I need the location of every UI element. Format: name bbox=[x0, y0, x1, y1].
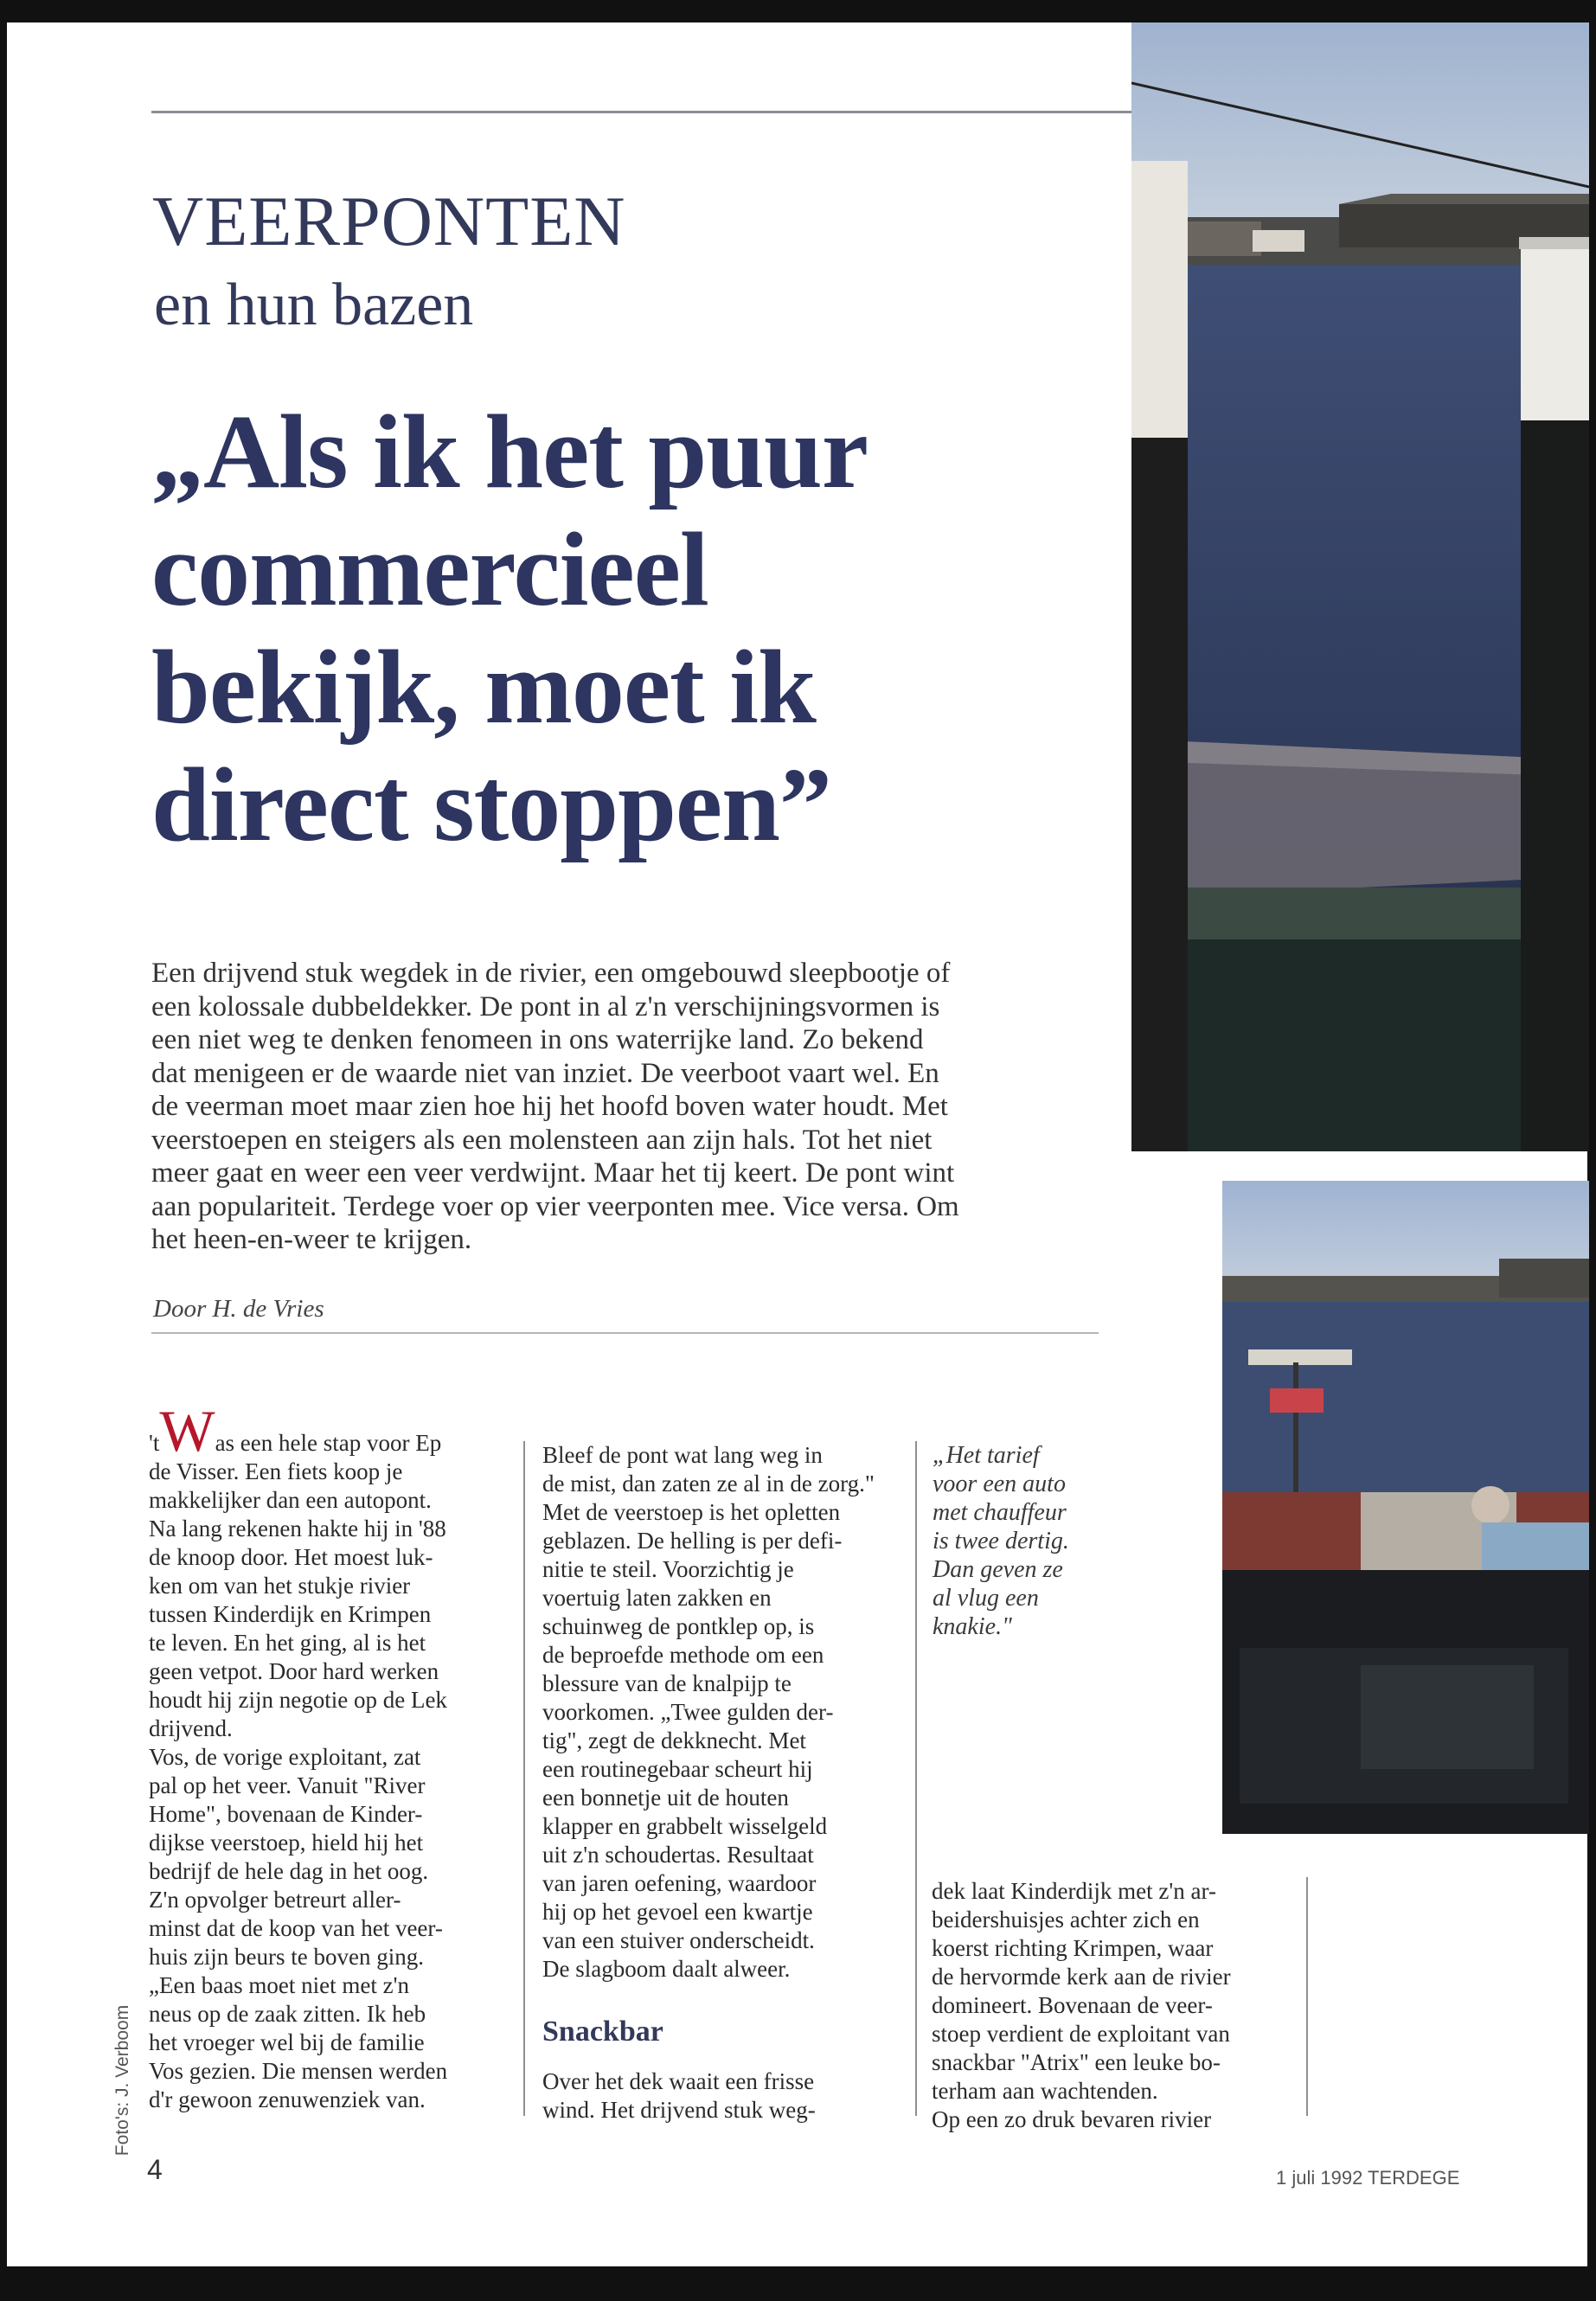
column-line: Bleef de pont wat lang weg in bbox=[542, 1442, 823, 1468]
column-line: dijkse veerstoep, hield hij het bbox=[149, 1830, 424, 1856]
column-line: Na lang rekenen hakte hij in '88 bbox=[149, 1516, 446, 1541]
headline-line: commercieel bbox=[151, 511, 708, 628]
column-line: Met de veerstoep is het opletten bbox=[542, 1499, 841, 1525]
column-line: Over het dek waait een frisse bbox=[542, 2068, 815, 2094]
column-line: klapper en grabbelt wisselgeld bbox=[542, 1813, 828, 1839]
intro-line: meer gaat en weer een veer verdwijnt. Maar het tij keert. De pont wint bbox=[151, 1157, 955, 1189]
column-line: hij op het gevoel een kwartje bbox=[542, 1899, 813, 1925]
photo-credit: Foto's: J. Verboom bbox=[112, 2004, 132, 2157]
column-line: de Visser. Een fiets koop je bbox=[149, 1458, 403, 1484]
column-divider bbox=[523, 1441, 525, 2116]
quote-line: met chauffeur bbox=[933, 1499, 1067, 1526]
column-line: ken om van het stukje rivier bbox=[149, 1573, 411, 1599]
top-rule bbox=[151, 111, 1133, 113]
column-line: tig", zegt de dekknecht. Met bbox=[542, 1727, 806, 1753]
intro-line: veerstoepen en steigers als een molensteen aan zijn hals. Tot het niet bbox=[151, 1124, 933, 1156]
column-line: bedrijf de hele dag in het oog. bbox=[149, 1858, 429, 1884]
intro-line: dat menigeen er de waarde niet van inziet. De veerboot vaart wel. En bbox=[151, 1057, 939, 1089]
column-line: geblazen. De helling is per defi- bbox=[542, 1528, 843, 1554]
intro-line: het heen-en-weer te krijgen. bbox=[151, 1224, 472, 1255]
column-line: Z'n opvolger betreurt aller- bbox=[149, 1887, 401, 1913]
quote-line: voor een auto bbox=[933, 1471, 1066, 1497]
column-divider bbox=[915, 1441, 917, 2116]
kicker-subtitle: en hun bazen bbox=[154, 272, 474, 338]
column-line: neus op de zaak zitten. Ik heb bbox=[149, 2001, 426, 2027]
column-line: dek laat Kinderdijk met z'n ar- bbox=[932, 1878, 1216, 1904]
column-line: Home", bovenaan de Kinder- bbox=[149, 1801, 423, 1827]
ferry-deck-photo bbox=[1222, 1181, 1589, 1834]
quote-line: Dan geven ze bbox=[933, 1556, 1063, 1583]
column-line: nitie te steil. Voorzichtig je bbox=[542, 1556, 794, 1582]
dropcap-prefix: 't bbox=[149, 1430, 160, 1456]
intro-line: een kolossale dubbeldekker. De pont in al z'n verschijningsvormen is bbox=[151, 990, 940, 1022]
column-line: beidershuisjes achter zich en bbox=[932, 1907, 1200, 1932]
column-line: voertuig laten zakken en bbox=[542, 1585, 772, 1611]
headline-line: „Als ik het puur bbox=[151, 394, 869, 510]
column-line: drijvend. bbox=[149, 1715, 233, 1741]
column-line: houdt hij zijn negotie op de Lek bbox=[149, 1687, 447, 1713]
column-line: huis zijn beurs te boven ging. bbox=[149, 1944, 424, 1970]
column-line: uit z'n schoudertas. Resultaat bbox=[542, 1842, 814, 1868]
column-line: snackbar "Atrix" een leuke bo- bbox=[932, 2049, 1221, 2075]
column-line: van jaren oefening, waardoor bbox=[542, 1870, 817, 1896]
headline-line: direct stoppen” bbox=[151, 747, 831, 863]
column-line: Vos, de vorige exploitant, zat bbox=[149, 1744, 421, 1770]
column-line: schuinweg de pontklep op, is bbox=[542, 1613, 815, 1639]
column-line: te leven. En het ging, al is het bbox=[149, 1630, 426, 1656]
quote-line: is twee dertig. bbox=[933, 1528, 1069, 1554]
ferry-landing-photo bbox=[1131, 22, 1589, 1151]
scan-border-top bbox=[0, 0, 1596, 22]
column-line: Vos gezien. Die mensen werden bbox=[149, 2058, 448, 2084]
column-line: Op een zo druk bevaren rivier bbox=[932, 2106, 1212, 2132]
column-line: minst dat de koop van het veer- bbox=[149, 1915, 443, 1941]
column-line: een bonnetje uit de houten bbox=[542, 1785, 789, 1811]
column-line: terham aan wachtenden. bbox=[932, 2078, 1158, 2104]
pull-quote bbox=[933, 1441, 1114, 1641]
column-line: het vroeger wel bij de familie bbox=[149, 2029, 425, 2055]
headline bbox=[151, 394, 1112, 864]
column-line: geen vetpot. Door hard werken bbox=[149, 1658, 439, 1684]
column-line: tussen Kinderdijk en Krimpen bbox=[149, 1601, 432, 1627]
column-line: De slagboom daalt alweer. bbox=[542, 1956, 791, 1982]
section-rule bbox=[151, 1332, 1099, 1334]
column-1 bbox=[149, 1398, 505, 2114]
column-3 bbox=[932, 1877, 1295, 2134]
column-2-continued bbox=[542, 2067, 884, 2125]
ferry-deck-illustration bbox=[1222, 1181, 1589, 1834]
intro-line: aan populariteit. Terdege voer op vier veerponten mee. Vice versa. Om bbox=[151, 1190, 959, 1222]
issue-footer: 1 juli 1992 TERDEGE bbox=[1276, 2167, 1460, 2189]
column-2 bbox=[542, 1441, 884, 1984]
column-line: een routinegebaar scheurt hij bbox=[542, 1756, 813, 1782]
column-line: „Een baas moet niet met z'n bbox=[149, 1972, 409, 1998]
column-line: blessure van de knalpijp te bbox=[542, 1670, 792, 1696]
first-line bbox=[149, 1398, 505, 1464]
intro-line: een niet weg te denken fenomeen in ons waterrijke land. Zo bekend bbox=[151, 1024, 924, 1055]
byline: Door H. de Vries bbox=[153, 1295, 324, 1323]
subhead-snackbar: Snackbar bbox=[542, 2016, 663, 2048]
page-number: 4 bbox=[147, 2154, 163, 2185]
column-line: de hervormde kerk aan de rivier bbox=[932, 1964, 1231, 1990]
column-line: stoep verdient de exploitant van bbox=[932, 2021, 1230, 2047]
intro-line: Een drijvend stuk wegdek in de rivier, een omgebouwd sleepbootje of bbox=[151, 958, 951, 989]
column-line: van een stuiver onderscheidt. bbox=[542, 1927, 815, 1953]
column-line: de beproefde methode om een bbox=[542, 1642, 824, 1668]
dropcap-letter: W bbox=[159, 1398, 215, 1464]
intro-paragraph bbox=[151, 957, 1086, 1257]
scan-border-bottom bbox=[0, 2266, 1596, 2301]
column-line: d'r gewoon zenuwenziek van. bbox=[149, 2086, 426, 2112]
column-divider bbox=[1306, 1877, 1308, 2116]
kicker-title: VEERPONTEN bbox=[152, 182, 626, 260]
column-line: makkelijker dan een autopont. bbox=[149, 1487, 432, 1513]
column-line: koerst richting Krimpen, waar bbox=[932, 1935, 1214, 1961]
column-line: voorkomen. „Twee gulden der- bbox=[542, 1699, 834, 1725]
column-line: de knoop door. Het moest luk- bbox=[149, 1544, 433, 1570]
column-line: wind. Het drijvend stuk weg- bbox=[542, 2097, 816, 2123]
quote-line: „Het tarief bbox=[933, 1442, 1040, 1469]
ferry-landing-illustration bbox=[1131, 22, 1589, 1151]
column-line: domineert. Bovenaan de veer- bbox=[932, 1992, 1213, 2018]
scan-border-left bbox=[0, 0, 7, 2301]
column-line: pal op het veer. Vanuit "River bbox=[149, 1772, 426, 1798]
column-line: de mist, dan zaten ze al in de zorg." bbox=[542, 1471, 875, 1497]
intro-line: de veerman moet maar zien hoe hij het hoofd boven water houdt. Met bbox=[151, 1091, 948, 1122]
first-line-text: as een hele stap voor Ep bbox=[215, 1430, 442, 1456]
quote-line: al vlug een bbox=[933, 1585, 1039, 1612]
quote-line: knakie." bbox=[933, 1613, 1012, 1640]
headline-line: bekijk, moet ik bbox=[151, 629, 816, 746]
